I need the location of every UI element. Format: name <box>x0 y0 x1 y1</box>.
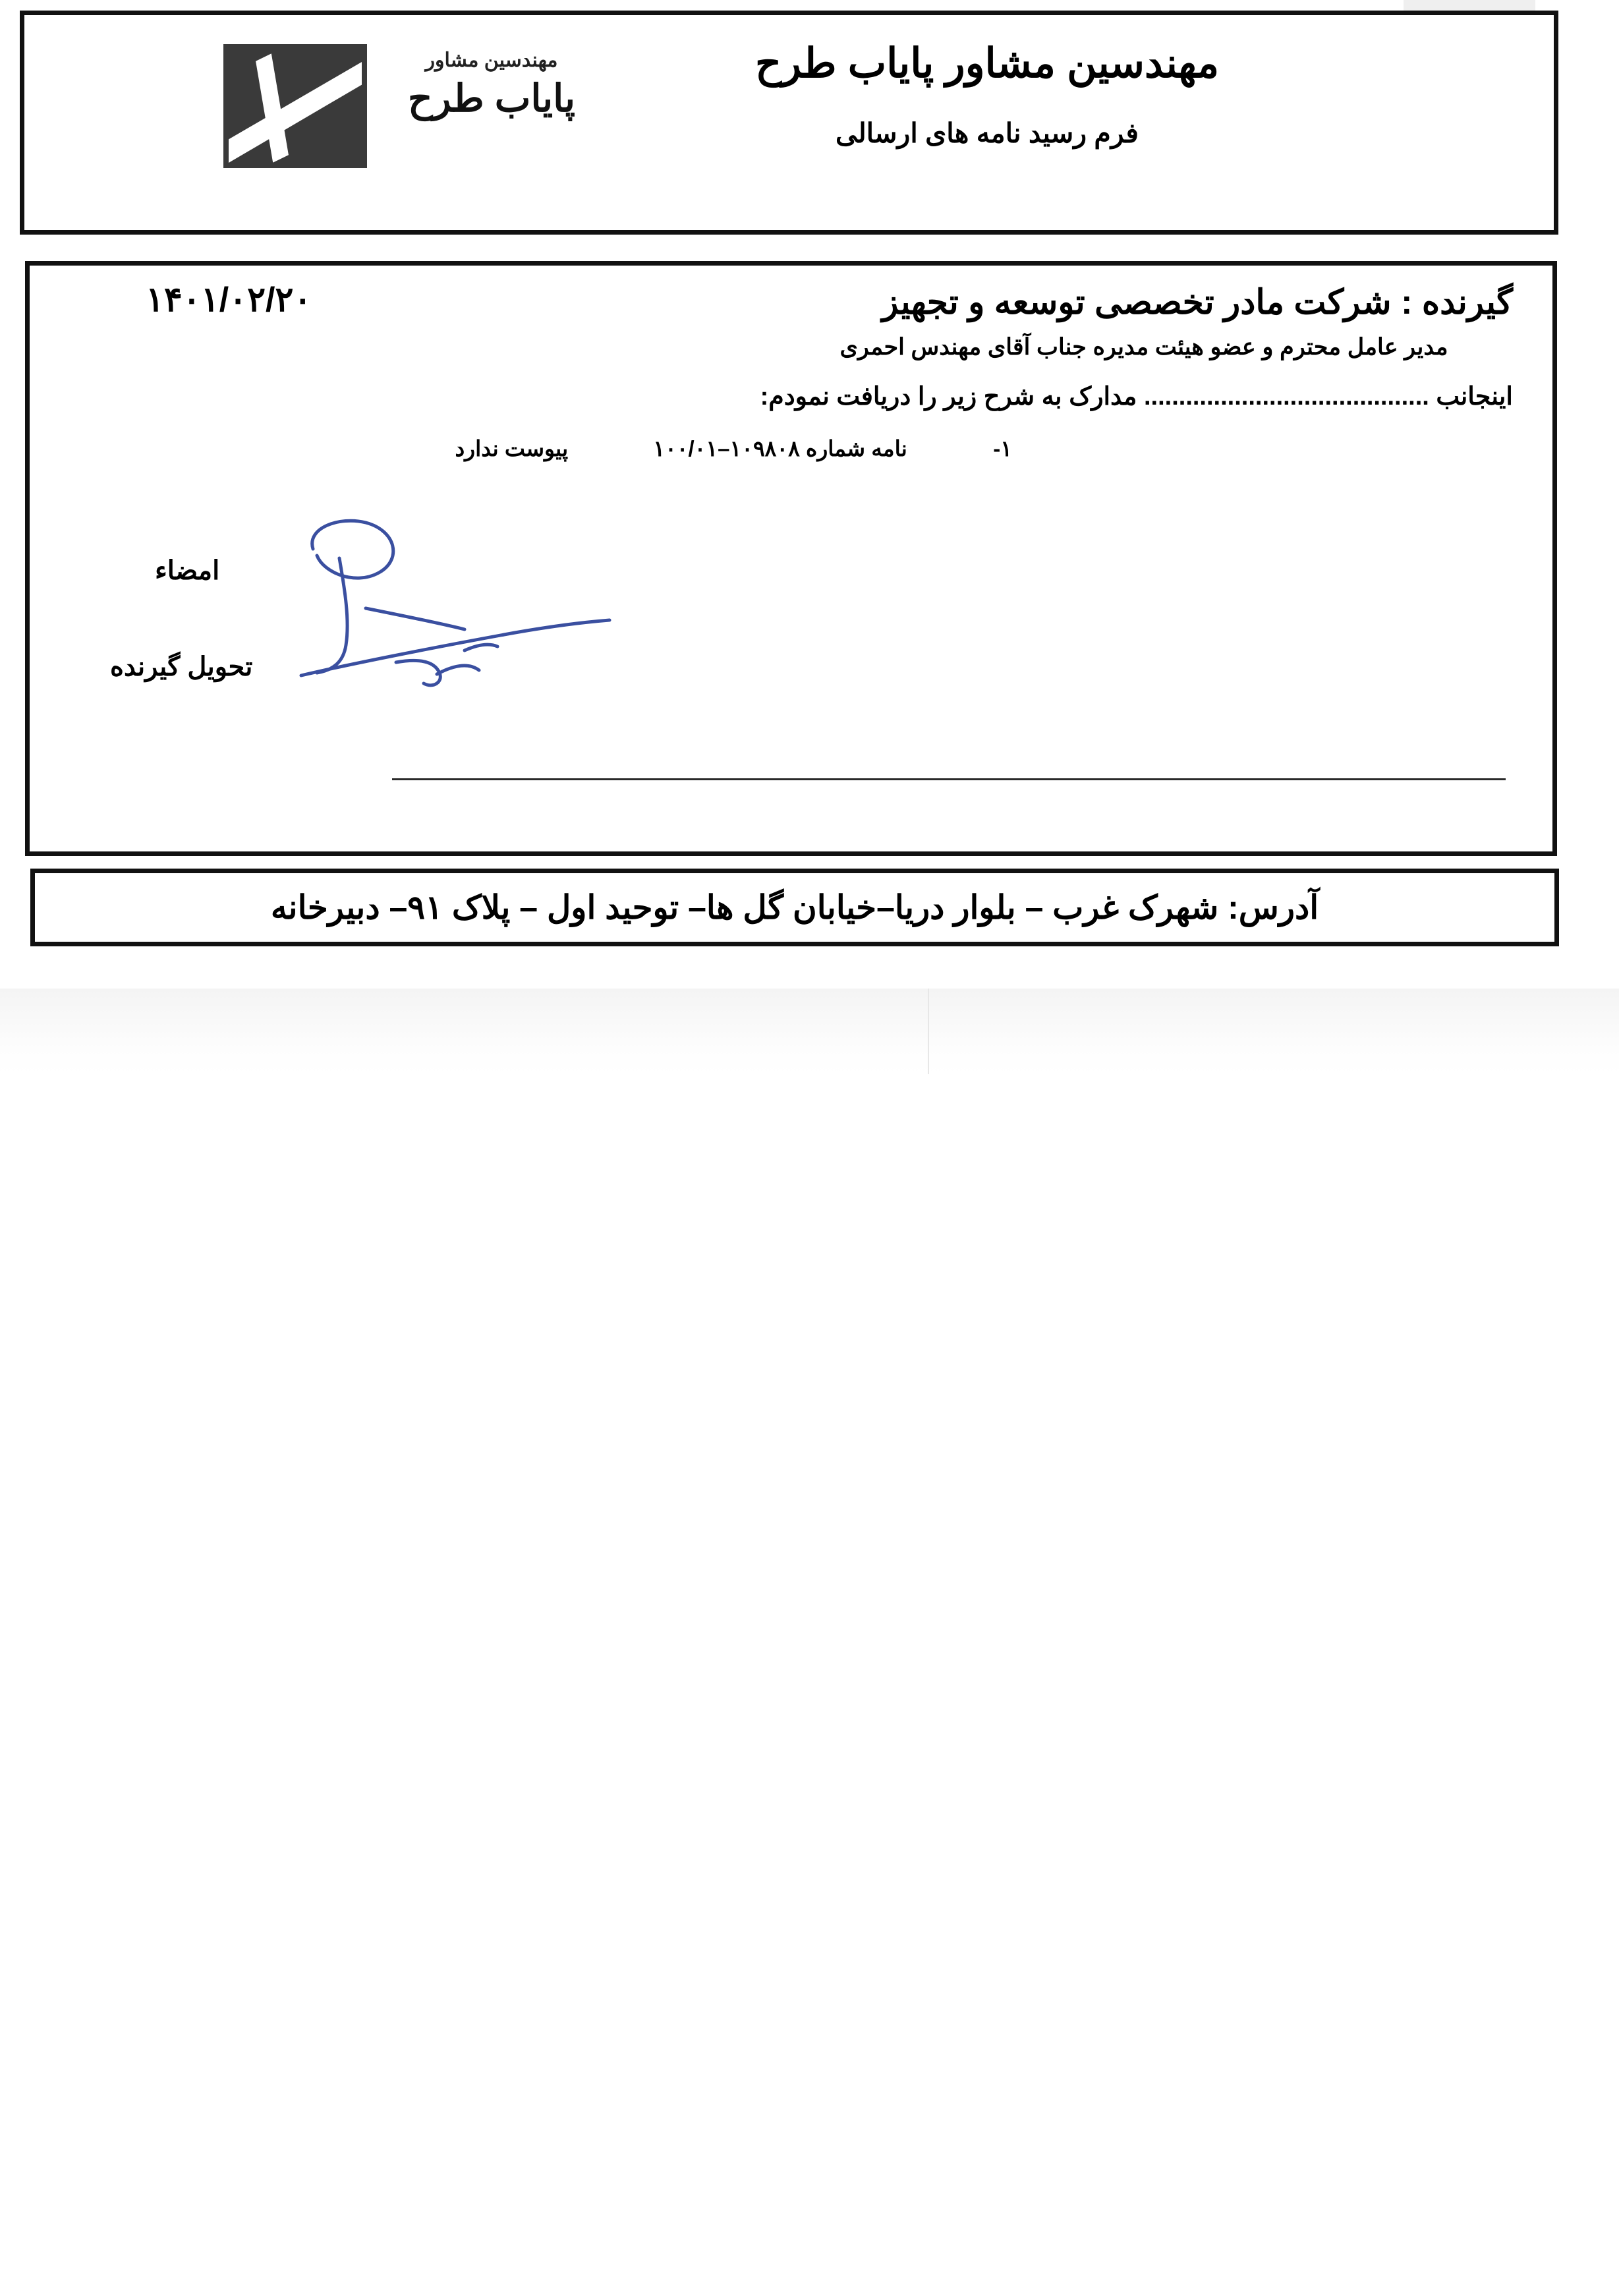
document-date: ۱۴۰۱/۰۲/۲۰ <box>146 281 312 319</box>
document-item-row <box>90 436 1012 461</box>
logo-text-small: مهندسین مشاور <box>425 49 558 71</box>
declaration-text: اینجانب ......................................... مدارک به شرح زیر را دریافت نمودم: <box>760 383 1513 411</box>
logo-wordmark <box>383 49 600 119</box>
document-body <box>25 261 1557 856</box>
logo-text-big: پایاب طرح <box>408 77 575 120</box>
recipient-subtitle: مدیر عامل محترم و عضو هیئت مدیره جناب آقای مهندس احمری <box>839 334 1448 360</box>
company-name: مهندسین مشاور پایاب طرح <box>754 41 1220 86</box>
signature-label: امضاء <box>155 556 220 585</box>
item-attachment-status: پیوست ندارد <box>455 436 569 461</box>
document-footer <box>30 869 1559 946</box>
item-text: نامه شماره ۱۰۹۸۰۸–۱۰۰/۰۱ <box>653 436 907 461</box>
receiver-label: تحویل گیرنده <box>110 652 253 681</box>
recipient-label: گیرنده : شرکت مادر تخصصی توسعه و تجهیز <box>882 283 1513 322</box>
company-logo <box>197 38 619 189</box>
scan-artifact-line <box>928 989 929 1074</box>
form-title: فرم رسید نامه های ارسالی <box>836 118 1139 149</box>
handwritten-signature <box>267 509 636 707</box>
footer-address: آدرس: شهرک غرب – بلوار دریا–خیابان گل ها– توحید اول – پلاک ۹۱– دبیرخانه <box>270 889 1319 926</box>
logo-glyph-icon <box>223 44 367 168</box>
item-number: ۱- <box>993 436 1012 461</box>
signature-rule <box>392 778 1506 780</box>
scan-artifact-bottom <box>0 989 1619 1074</box>
document-header <box>20 11 1558 235</box>
